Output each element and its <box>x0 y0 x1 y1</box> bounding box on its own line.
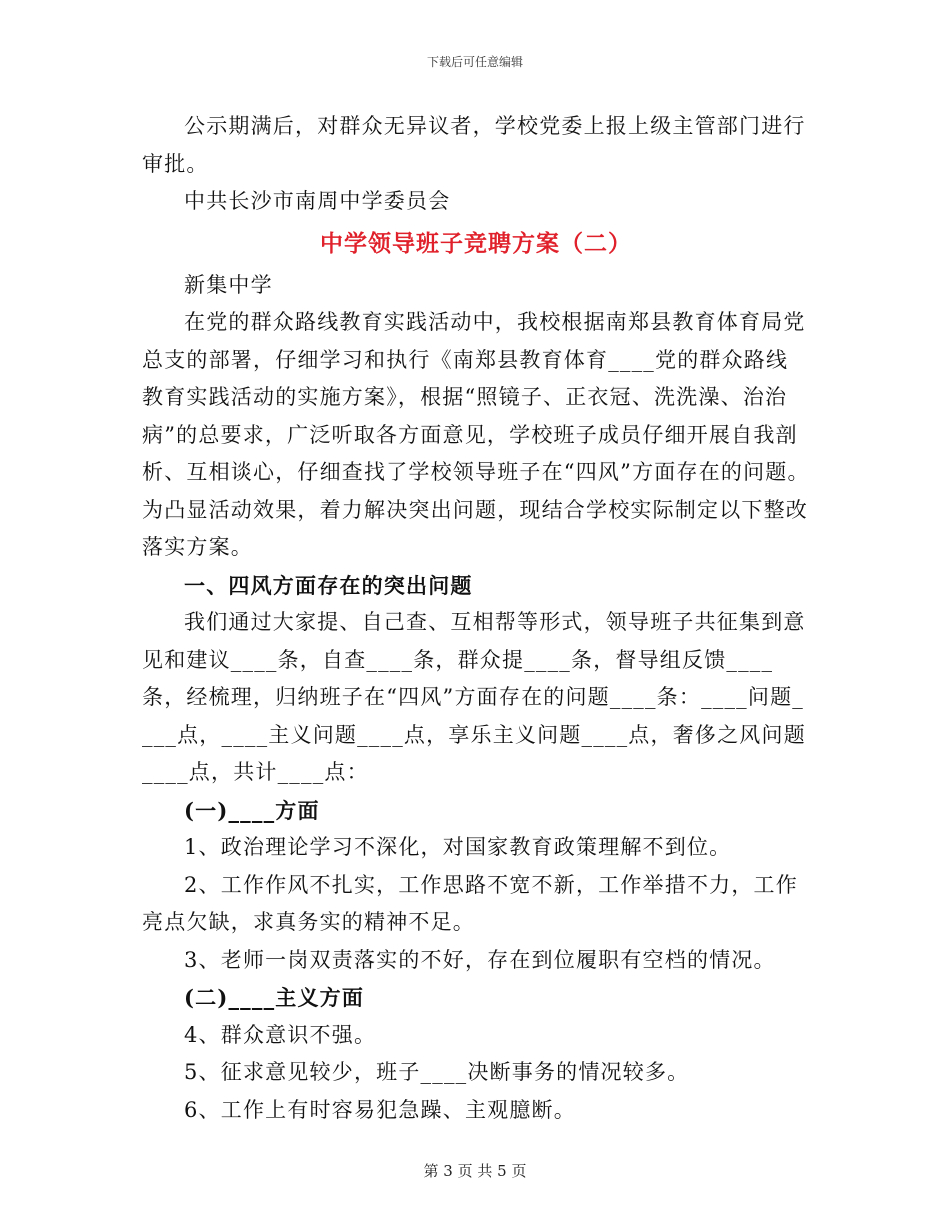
list-item: 1、政治理论学习不深化，对国家教育政策理解不到位。 <box>184 835 732 859</box>
document-body <box>142 108 810 1129</box>
paragraph-summary: 我们通过大家提、自己查、互相帮等形式，领导班子共征集到意见和建议____条，自查____条，群众提____条，督导组反馈____条，经梳理，归纳班子在“四风”方面存在的问题____条：____问题____点，____主义问题____点，享乐主义问题____点，奢侈之风问题____点，共计____点： <box>142 610 806 784</box>
document-title: 中学领导班子竞聘方案（二） <box>320 229 632 257</box>
list-item: 4、群众意识不强。 <box>184 1022 377 1047</box>
organization-name: 中共长沙市南周中学委员会 <box>184 189 451 213</box>
list-item: 2、工作作风不扎实，工作思路不宽不新，工作举措不力，工作亮点欠缺，求真务实的精神不足。 <box>142 872 798 934</box>
school-name: 新集中学 <box>184 272 273 297</box>
list-item: 3、老师一岗双责落实的不好，存在到位履职有空档的情况。 <box>184 947 776 972</box>
page-footer: 第 3 页 共 5 页 <box>423 1162 527 1180</box>
list-item: 5、征求意见较少，班子____决断事务的情况较多。 <box>184 1060 690 1084</box>
subsection-heading-1: (一)____方面 <box>184 797 320 823</box>
list-item: 6、工作上有时容易犯急躁、主观臆断。 <box>184 1097 576 1122</box>
header-note: 下载后可任意编辑 <box>426 55 523 69</box>
paragraph-intro: 在党的群众路线教育实践活动中，我校根据南郑县教育体育局党总支的部署，仔细学习和执行《南郑县教育体育____党的群众路线教育实践活动的实施方案》，根据“照镜子、正衣冠、洗洗澡、治治病”的总要求，广泛听取各方面意见，学校班子成员仔细开展自我剖析、互相谈心，仔细查找了学校领导班子在“四风”方面存在的问题。为凸显活动效果，着力解决突出问题，现结合学校实际制定以下整改落实方案。 <box>142 310 810 559</box>
section-heading-1: 一、四风方面存在的突出问题 <box>184 572 473 598</box>
subsection-heading-2: (二)____主义方面 <box>184 985 365 1010</box>
paragraph-approval: 公示期满后，对群众无异议者，学校党委上报上级主管部门进行审批。 <box>142 114 806 176</box>
